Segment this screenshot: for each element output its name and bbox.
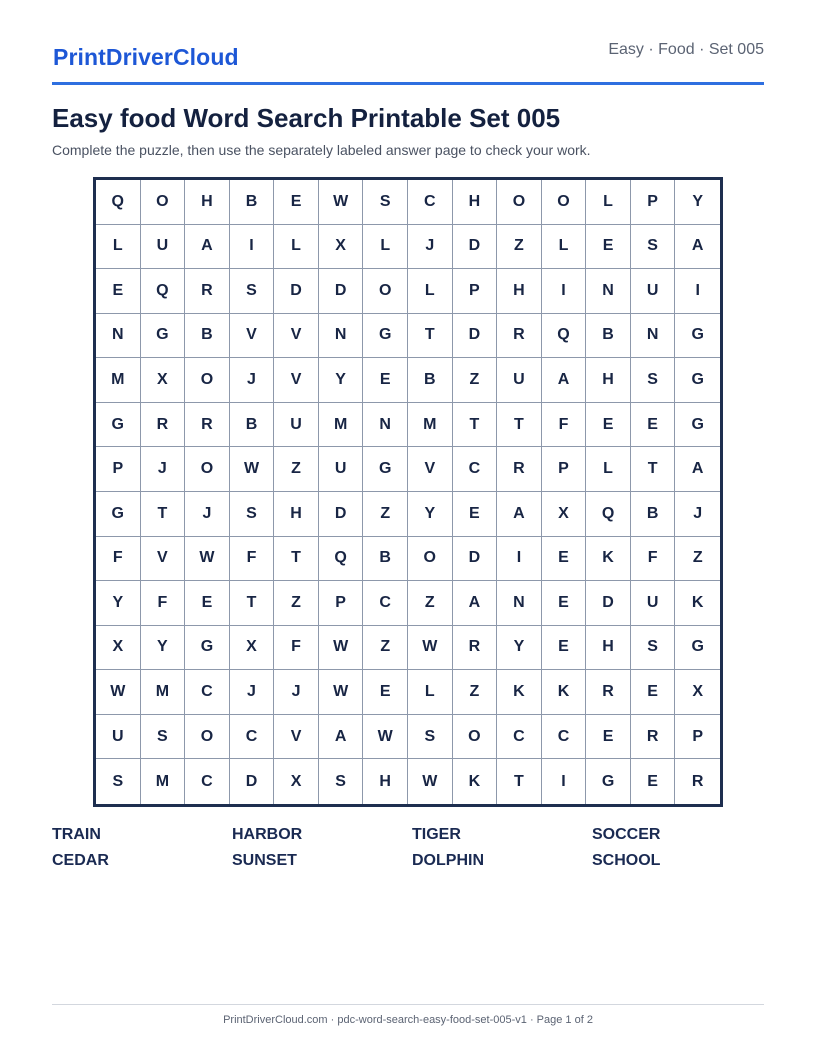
grid-cell: O [185, 715, 230, 760]
grid-cell: P [675, 715, 720, 760]
grid-cell: L [408, 269, 453, 314]
grid-cell: P [96, 447, 141, 492]
grid-cell: L [274, 225, 319, 270]
grid-cell: Q [586, 492, 631, 537]
grid-cell: F [274, 626, 319, 671]
grid-cell: W [319, 670, 364, 715]
grid-cell: Z [453, 358, 498, 403]
grid-cell: I [497, 537, 542, 582]
grid-cell: L [96, 225, 141, 270]
brand-logo: PrintDriverCloud [53, 44, 239, 70]
grid-cell: X [141, 358, 186, 403]
grid-cell: C [542, 715, 587, 760]
grid-cell: F [230, 537, 275, 582]
grid-cell: Y [497, 626, 542, 671]
grid-cell: O [408, 537, 453, 582]
grid-cell: H [497, 269, 542, 314]
footer-rule [52, 1004, 764, 1005]
grid-cell: X [319, 225, 364, 270]
grid-cell: Z [274, 581, 319, 626]
grid-cell: T [497, 403, 542, 448]
grid-cell: E [274, 180, 319, 225]
word-search-grid [93, 177, 723, 807]
grid-cell: U [141, 225, 186, 270]
grid-cell: U [497, 358, 542, 403]
grid-cell: R [185, 269, 230, 314]
grid-cell: M [141, 670, 186, 715]
grid-cell: R [586, 670, 631, 715]
grid-cell: T [453, 403, 498, 448]
grid-cell: O [542, 180, 587, 225]
grid-cell: D [230, 759, 275, 804]
grid-cell: V [274, 715, 319, 760]
grid-cell: V [274, 314, 319, 359]
grid-cell: B [230, 403, 275, 448]
grid-cell: Q [141, 269, 186, 314]
grid-cell: C [497, 715, 542, 760]
grid-cell: H [185, 180, 230, 225]
grid-cell: G [185, 626, 230, 671]
grid-cell: G [675, 314, 720, 359]
grid-cell: G [363, 447, 408, 492]
grid-cell: E [96, 269, 141, 314]
grid-cell: D [453, 314, 498, 359]
word-list [52, 824, 772, 876]
grid-cell: I [542, 269, 587, 314]
grid-cell: G [96, 492, 141, 537]
grid-cell: D [274, 269, 319, 314]
grid-cell: J [274, 670, 319, 715]
grid-cell: U [319, 447, 364, 492]
grid-cell: Z [363, 492, 408, 537]
page-subtitle: Complete the puzzle, then use the separately labeled answer page to check your work. [52, 142, 591, 158]
grid-cell: C [185, 759, 230, 804]
grid-cell: S [631, 225, 676, 270]
grid-cell: F [141, 581, 186, 626]
grid-cell: F [631, 537, 676, 582]
grid-cell: V [230, 314, 275, 359]
word-list-item: SOCCER [592, 826, 661, 843]
grid-cell: B [586, 314, 631, 359]
grid-cell: Z [408, 581, 453, 626]
grid-cell: Z [453, 670, 498, 715]
grid-cell: A [185, 225, 230, 270]
grid-cell: U [274, 403, 319, 448]
grid-cell: D [453, 537, 498, 582]
word-list-item: TIGER [412, 826, 461, 843]
grid-cell: H [586, 626, 631, 671]
grid-cell: S [631, 626, 676, 671]
grid-cell: X [230, 626, 275, 671]
grid-cell: L [408, 670, 453, 715]
grid-cell: R [141, 403, 186, 448]
grid-cell: R [497, 447, 542, 492]
grid-cell: Q [542, 314, 587, 359]
grid-cell: A [497, 492, 542, 537]
grid-cell: B [185, 314, 230, 359]
grid-cell: T [230, 581, 275, 626]
grid-cell: Y [675, 180, 720, 225]
grid-cell: N [586, 269, 631, 314]
grid-cell: B [408, 358, 453, 403]
grid-cell: Q [96, 180, 141, 225]
grid-cell: G [363, 314, 408, 359]
grid-cell: J [230, 670, 275, 715]
page-footer: PrintDriverCloud.com · pdc-word-search-easy-food-set-005-v1 · Page 1 of 2 [223, 1014, 593, 1026]
grid-cell: G [96, 403, 141, 448]
grid-cell: Z [497, 225, 542, 270]
grid-cell: H [363, 759, 408, 804]
grid-cell: J [141, 447, 186, 492]
grid-cell: A [675, 447, 720, 492]
grid-cell: S [230, 269, 275, 314]
grid-cell: R [631, 715, 676, 760]
grid-cell: S [408, 715, 453, 760]
grid-cell: L [542, 225, 587, 270]
grid-cell: L [586, 180, 631, 225]
grid-cell: J [408, 225, 453, 270]
grid-cell: I [230, 225, 275, 270]
grid-cell: W [408, 759, 453, 804]
grid-cell: W [230, 447, 275, 492]
grid-cell: A [453, 581, 498, 626]
grid-cell: P [631, 180, 676, 225]
grid-cell: Y [408, 492, 453, 537]
grid-cell: O [185, 447, 230, 492]
grid-cell: K [586, 537, 631, 582]
grid-cell: Z [274, 447, 319, 492]
grid-cell: O [497, 180, 542, 225]
grid-cell: J [675, 492, 720, 537]
grid-cell: B [631, 492, 676, 537]
grid-cell: C [185, 670, 230, 715]
grid-cell: C [408, 180, 453, 225]
grid-cell: R [497, 314, 542, 359]
grid-cell: X [96, 626, 141, 671]
grid-cell: L [586, 447, 631, 492]
grid-cell: E [631, 670, 676, 715]
grid-cell: N [497, 581, 542, 626]
grid-cell: H [274, 492, 319, 537]
grid-cell: R [453, 626, 498, 671]
grid-cell: C [230, 715, 275, 760]
grid-cell: T [631, 447, 676, 492]
grid-cell: E [185, 581, 230, 626]
grid-cell: I [675, 269, 720, 314]
grid-cell: H [586, 358, 631, 403]
word-list-item: SUNSET [232, 852, 297, 869]
grid-cell: E [631, 759, 676, 804]
grid-cell: O [363, 269, 408, 314]
grid-cell: K [675, 581, 720, 626]
grid-cell: R [185, 403, 230, 448]
grid-cell: S [631, 358, 676, 403]
grid-cell: C [453, 447, 498, 492]
grid-cell: G [675, 358, 720, 403]
grid-cell: W [319, 626, 364, 671]
grid-cell: Y [319, 358, 364, 403]
grid-cell: P [453, 269, 498, 314]
grid-cell: R [691, 772, 704, 790]
grid-cell: J [230, 358, 275, 403]
grid-cell: S [319, 759, 364, 804]
grid-cell: E [586, 715, 631, 760]
page-title: Easy food Word Search Printable Set 005 [52, 103, 561, 133]
grid-cell: Z [675, 537, 720, 582]
word-list-item: CEDAR [52, 852, 109, 869]
grid-cell: G [675, 626, 720, 671]
grid-cell: O [141, 180, 186, 225]
grid-cell: M [408, 403, 453, 448]
grid-cell: M [319, 403, 364, 448]
grid-cell: S [141, 715, 186, 760]
grid-cell: W [96, 670, 141, 715]
grid-cell: N [96, 314, 141, 359]
grid-cell: V [408, 447, 453, 492]
grid-cell: O [453, 715, 498, 760]
grid-cell: E [542, 626, 587, 671]
grid-cell: M [141, 759, 186, 804]
grid-cell: T [408, 314, 453, 359]
word-list-item: TRAIN [52, 826, 101, 843]
grid-cell: P [319, 581, 364, 626]
grid-cell: E [363, 670, 408, 715]
grid-cell: P [542, 447, 587, 492]
grid-cell: K [542, 670, 587, 715]
grid-cell: X [274, 759, 319, 804]
grid-cell: T [141, 492, 186, 537]
grid-cell: V [274, 358, 319, 403]
grid-cell: N [631, 314, 676, 359]
grid-cell: O [185, 358, 230, 403]
grid-cell: W [319, 180, 364, 225]
grid-cell: V [141, 537, 186, 582]
grid-cell: E [542, 581, 587, 626]
grid-cell: I [542, 759, 587, 804]
puzzle-meta: Easy · Food · Set 005 [608, 41, 764, 58]
word-list-item: SCHOOL [592, 852, 661, 869]
grid-cell: C [363, 581, 408, 626]
grid-cell: X [675, 670, 720, 715]
grid-cell: G [586, 759, 631, 804]
grid-cell: G [141, 314, 186, 359]
grid-cell: N [319, 314, 364, 359]
grid-cell: H [453, 180, 498, 225]
grid-cell: E [586, 225, 631, 270]
grid-cell: S [363, 180, 408, 225]
grid-cell: W [408, 626, 453, 671]
grid-cell: A [675, 225, 720, 270]
grid-cell: U [96, 715, 141, 760]
grid-cell: W [363, 715, 408, 760]
grid-cell: Z [363, 626, 408, 671]
grid-cell: X [542, 492, 587, 537]
grid-cell: D [319, 269, 364, 314]
grid-cell: A [542, 358, 587, 403]
grid-cell: L [363, 225, 408, 270]
grid-cell: E [631, 403, 676, 448]
grid-cell: B [230, 180, 275, 225]
grid-cell: F [542, 403, 587, 448]
grid-cell: B [363, 537, 408, 582]
grid-cell: Y [141, 626, 186, 671]
grid-cell: T [497, 759, 542, 804]
grid-cell: A [319, 715, 364, 760]
grid-cell: J [185, 492, 230, 537]
grid-cell: T [274, 537, 319, 582]
grid-cell: K [497, 670, 542, 715]
grid-cell: Y [96, 581, 141, 626]
grid-cell: W [185, 537, 230, 582]
grid-cell: E [363, 358, 408, 403]
grid-cell: M [96, 358, 141, 403]
grid-cell: U [631, 581, 676, 626]
grid-cell: K [453, 759, 498, 804]
grid-cell: D [453, 225, 498, 270]
grid-cell: F [96, 537, 141, 582]
grid-cell: S [230, 492, 275, 537]
grid-cell: S [96, 759, 141, 804]
grid-cell: D [586, 581, 631, 626]
grid-cell: G [675, 403, 720, 448]
grid-cell: E [453, 492, 498, 537]
grid-cell: D [319, 492, 364, 537]
grid-cell: E [586, 403, 631, 448]
header-rule [52, 82, 764, 85]
word-list-item: HARBOR [232, 826, 303, 843]
grid-cell: N [363, 403, 408, 448]
grid-cell: U [631, 269, 676, 314]
grid-cell: Q [319, 537, 364, 582]
word-list-item: DOLPHIN [412, 852, 484, 869]
grid-cell: E [542, 537, 587, 582]
